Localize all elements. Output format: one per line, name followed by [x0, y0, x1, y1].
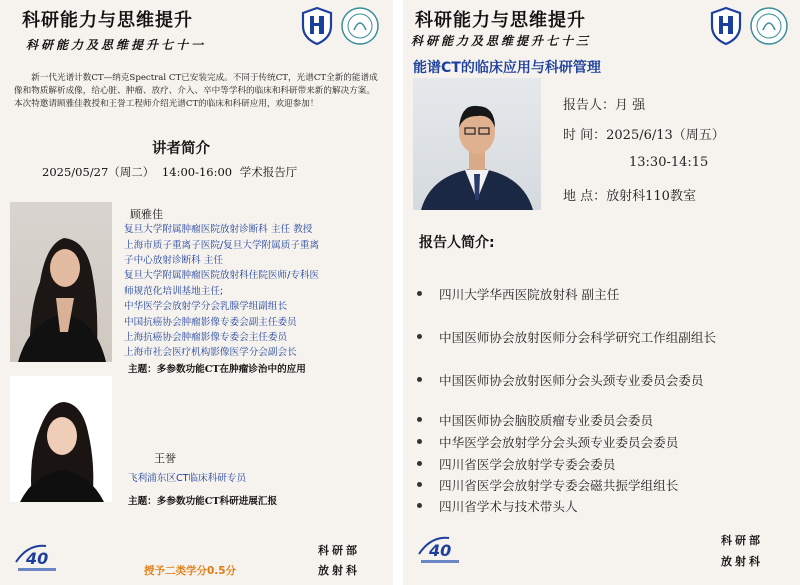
anniversary-40-logo-icon — [415, 532, 465, 568]
speaker1-title-line: 复旦大学附属肿瘤医院放射科住院医师/专科医 — [124, 270, 320, 281]
right-footer-dept: 科研部 — [721, 534, 763, 547]
speaker1-title-line: 中华医学会放射学分会乳腺学组副组长 — [124, 301, 288, 312]
bullet-dot — [417, 291, 422, 296]
speaker2-name: 王誉 — [154, 452, 176, 465]
reporter-credential-text: 四川省学术与技术带头人 — [439, 499, 578, 514]
hospital-round-seal-icon — [340, 6, 380, 46]
left-footer-dept: 放射科 — [318, 564, 360, 577]
right-footer-dept: 放射科 — [721, 555, 763, 568]
svg-text:40: 40 — [26, 549, 49, 568]
reporter-credential — [417, 285, 789, 304]
speaker1-title-line: 中国抗癌协会肿瘤影像专委会副主任委员 — [124, 317, 297, 328]
speaker1-title-line: 复旦大学附属肿瘤医院放射诊断科 主任 教授 — [124, 224, 313, 235]
bullet-dot — [417, 439, 422, 444]
svg-text:40: 40 — [429, 541, 452, 560]
speaker1-photo — [10, 202, 112, 362]
reporter-credential-text: 四川省医学会放射学专委会委员 — [439, 457, 616, 472]
bullet-dot — [417, 482, 422, 487]
poster-left — [0, 0, 393, 585]
poster-right — [403, 0, 800, 585]
talk-place: 地 点：放射科110教室 — [563, 189, 696, 204]
reporter-credential — [417, 433, 789, 452]
bullet-dot — [417, 461, 422, 466]
left-time-place: 2025/05/27（周二） 14:00-16:00 学术报告厅 — [42, 165, 298, 179]
speaker1-title-line: 上海抗癌协会肿瘤影像专委会主任委员 — [124, 332, 288, 343]
bullet-dot — [417, 417, 422, 422]
reporter-photo — [413, 78, 541, 210]
reporter-credential-text: 中国医师协会脑胶质瘤专业委员会委员 — [439, 413, 654, 428]
reporter-credential — [417, 497, 789, 516]
right-subtitle: 科研能力及思维提升七十三 — [411, 34, 592, 48]
reporter-credential — [417, 371, 789, 390]
reporter-intro-title: 报告人简介: — [419, 235, 495, 251]
left-title: 科研能力与思维提升 — [22, 10, 193, 31]
speaker2-title: 飞利浦东区CT临床科研专员 — [128, 473, 247, 484]
speaker1-title-line: 子中心放射诊断科 主任 — [124, 255, 223, 266]
left-subtitle: 科研能力及思维提升七十一 — [26, 38, 207, 52]
reporter-credential-text: 中华医学会放射学分会头颈专业委员会委员 — [439, 435, 679, 450]
reporter-credential-text: 四川省医学会放射学专委会磁共振学组组长 — [439, 478, 679, 493]
bullet-dot — [417, 334, 422, 339]
reporter-name: 报告人：月 强 — [563, 98, 646, 113]
credit-notice: 授予二类学分0.5分 — [144, 565, 237, 577]
speaker1-name: 顾雅佳 — [130, 208, 163, 221]
speaker1-title-line: 上海市质子重离子医院/复旦大学附属质子重离 — [124, 240, 320, 251]
right-talk-title: 能谱CT的临床应用与科研管理 — [413, 60, 601, 76]
right-title: 科研能力与思维提升 — [415, 10, 586, 31]
speaker1-title-line: 师规范化培训基地主任; — [124, 286, 224, 297]
bullet-dot — [417, 503, 422, 508]
left-logos — [300, 4, 386, 48]
hospital-shield-logo-icon — [300, 6, 334, 46]
talk-time: 时 间：2025/6/13（周五） — [563, 128, 725, 143]
left-footer-dept: 科研部 — [318, 544, 360, 557]
reporter-credential-text: 中国医师协会放射医师分会科学研究工作组副组长 — [439, 330, 717, 345]
speaker2-topic: 主题：多参数功能CT科研进展汇报 — [128, 496, 278, 507]
speaker2-photo — [10, 376, 112, 502]
speaker1-topic: 主题：多参数功能CT在肿瘤诊治中的应用 — [128, 364, 306, 375]
bullet-dot — [417, 377, 422, 382]
left-intro-text: 新一代光谱计数CT—纳克Spectral CT已安装完成。不同于传统CT，光谱CT全新的能谱成像和物质解析成像，给心脏、肿瘤、放疗、介入、卒中等学科的临床和科研带来新的解决方案。本次特邀请顾雅佳教授和王誉工程师介绍光谱CT的临床和科研应用，欢迎参加！ — [14, 73, 378, 109]
reporter-credential-text: 四川大学华西医院放射科 副主任 — [439, 287, 620, 302]
hospital-round-seal-icon — [749, 6, 789, 46]
anniversary-40-logo-icon — [12, 540, 62, 576]
reporter-credential — [417, 411, 789, 430]
reporter-credential-text: 中国医师协会放射医师分会头颈专业委员会委员 — [439, 373, 704, 388]
reporter-credential — [417, 476, 789, 495]
reporter-credential — [417, 328, 789, 347]
reporter-credential — [417, 455, 789, 474]
right-logos — [709, 4, 795, 48]
left-section-title: 讲者简介 — [152, 141, 210, 157]
speaker1-title-line: 上海市社会医疗机构影像医学分会副会长 — [124, 347, 297, 358]
talk-time-range: 13:30-14:15 — [629, 155, 709, 170]
hospital-shield-logo-icon — [709, 6, 743, 46]
